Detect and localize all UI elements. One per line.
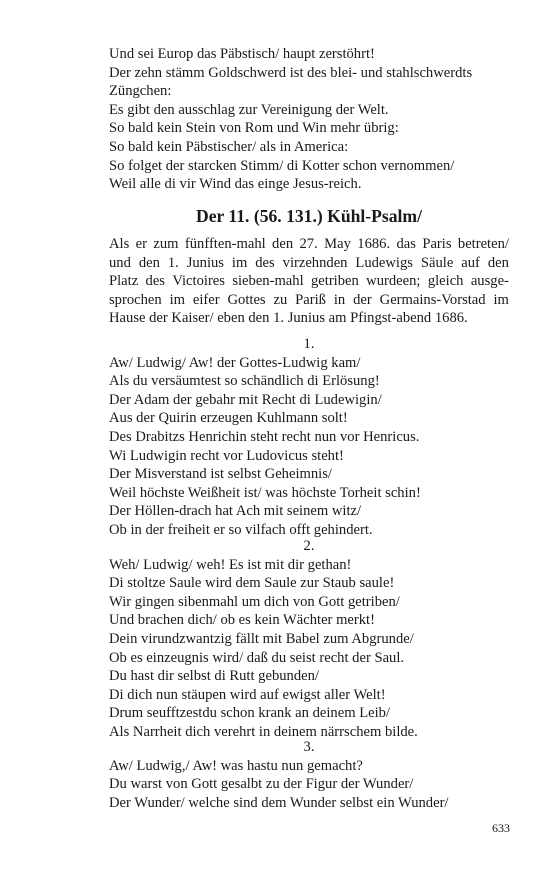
verse-line: Der Misverstand ist selbst Geheimnis/: [109, 466, 332, 483]
verse-line: Ob in der freiheit er so vilfach offt gehindert.: [109, 521, 373, 538]
intro-line: sprochen im eifer Gottes zu Pariß in der Germains-Vorstad im: [109, 291, 509, 308]
intro-line: und den 1. Junius im des virzehnden Ludewigs Säule auf den: [109, 254, 509, 271]
verse-line: Der Höllen-drach hat Ach mit seinem witz/: [109, 503, 362, 520]
verse-line: Und sei Europ das Päbstisch/ haupt zerstöhrt!: [109, 46, 375, 62]
verse-line: Als Narrheit dich verehrt in deinem närrschem bilde.: [109, 723, 418, 740]
verse-line: Dein virundzwantzig fällt mit Babel zum Abgrunde/: [109, 630, 414, 647]
psalm-introduction: [109, 235, 509, 328]
intro-line: Als er zum fünfften-mahl den 27. May 1686. das Paris betreten/: [109, 236, 509, 252]
verse-line: So bald kein Stein von Rom und Win mehr übrig:: [109, 120, 399, 137]
verse-line: Züngchen:: [109, 83, 172, 100]
preceding-poem-ending: [109, 45, 509, 194]
verse-line: Di dich nun stäupen wird auf ewigst aller Welt!: [109, 686, 386, 703]
intro-line: Platz des Victoires sieben-mahl getriben wurdeen; gleich ausge-: [109, 273, 509, 290]
verse-line: Drum seufftzestdu schon krank an deinem Leib/: [109, 705, 390, 722]
verse-line: So bald kein Päbstischer/ als in America:: [109, 138, 349, 155]
stanza-2: [109, 537, 509, 742]
verse-line: Ob es einzeugnis wird/ daß du seist recht der Saul.: [109, 649, 405, 666]
intro-line: Hause der Kaiser/ eben den 1. Junius am Pfingst-abend 1686.: [109, 310, 468, 327]
page-number: 633: [492, 821, 510, 835]
verse-line: Wir gingen sibenmahl um dich von Gott getriben/: [109, 593, 400, 610]
stanza-number: 2.: [303, 538, 315, 554]
verse-line: Du hast dir selbst di Rutt gebunden/: [109, 668, 319, 685]
verse-line: Aus der Quirin erzeugen Kuhlmann solt!: [109, 410, 348, 427]
verse-line: So folget der starcken Stimm/ di Kotter schon vernommen/: [109, 157, 455, 174]
psalm-title: Der 11. (56. 131.) Kühl-Psalm/: [196, 206, 422, 226]
verse-line: Weh/ Ludwig/ weh! Es ist mit dir gethan!: [109, 556, 352, 573]
verse-line: Aw/ Ludwig/ Aw! der Gottes-Ludwig kam/: [109, 354, 361, 371]
verse-line: Du warst von Gott gesalbt zu der Figur der Wunder/: [109, 776, 414, 793]
stanza-3: [109, 738, 509, 812]
verse-line: Aw/ Ludwig,/ Aw! was hastu nun gemacht?: [109, 757, 363, 774]
verse-line: Weil höchste Weißheit ist/ was höchste Torheit schin!: [109, 484, 421, 501]
verse-line: Der zehn stämm Goldschwerd ist des blei- und stahlschwerdts: [109, 64, 473, 81]
verse-line: Des Drabitzs Henrichin steht recht nun vor Henricus.: [109, 428, 420, 445]
verse-line: Es gibt den ausschlag zur Vereinigung der Welt.: [109, 101, 389, 118]
verse-line: Wi Ludwigin recht vor Ludovicus steht!: [109, 447, 344, 464]
verse-line: Der Adam der gebahr mit Recht di Ludewigin/: [109, 391, 382, 408]
stanza-number: 1.: [303, 336, 315, 352]
verse-line: Als du versäumtest so schändlich di Erlösung!: [109, 373, 380, 390]
stanza-1: [109, 335, 509, 540]
verse-line: Der Wunder/ welche sind dem Wunder selbst ein Wunder/: [109, 794, 449, 811]
verse-line: Di stoltze Saule wird dem Saule zur Staub saule!: [109, 575, 395, 592]
verse-line: Und brachen dich/ ob es kein Wächter merkt!: [109, 612, 375, 629]
stanza-number: 3.: [303, 739, 315, 755]
verse-line: Weil alle di vir Wind das einge Jesus-reich.: [109, 176, 362, 193]
